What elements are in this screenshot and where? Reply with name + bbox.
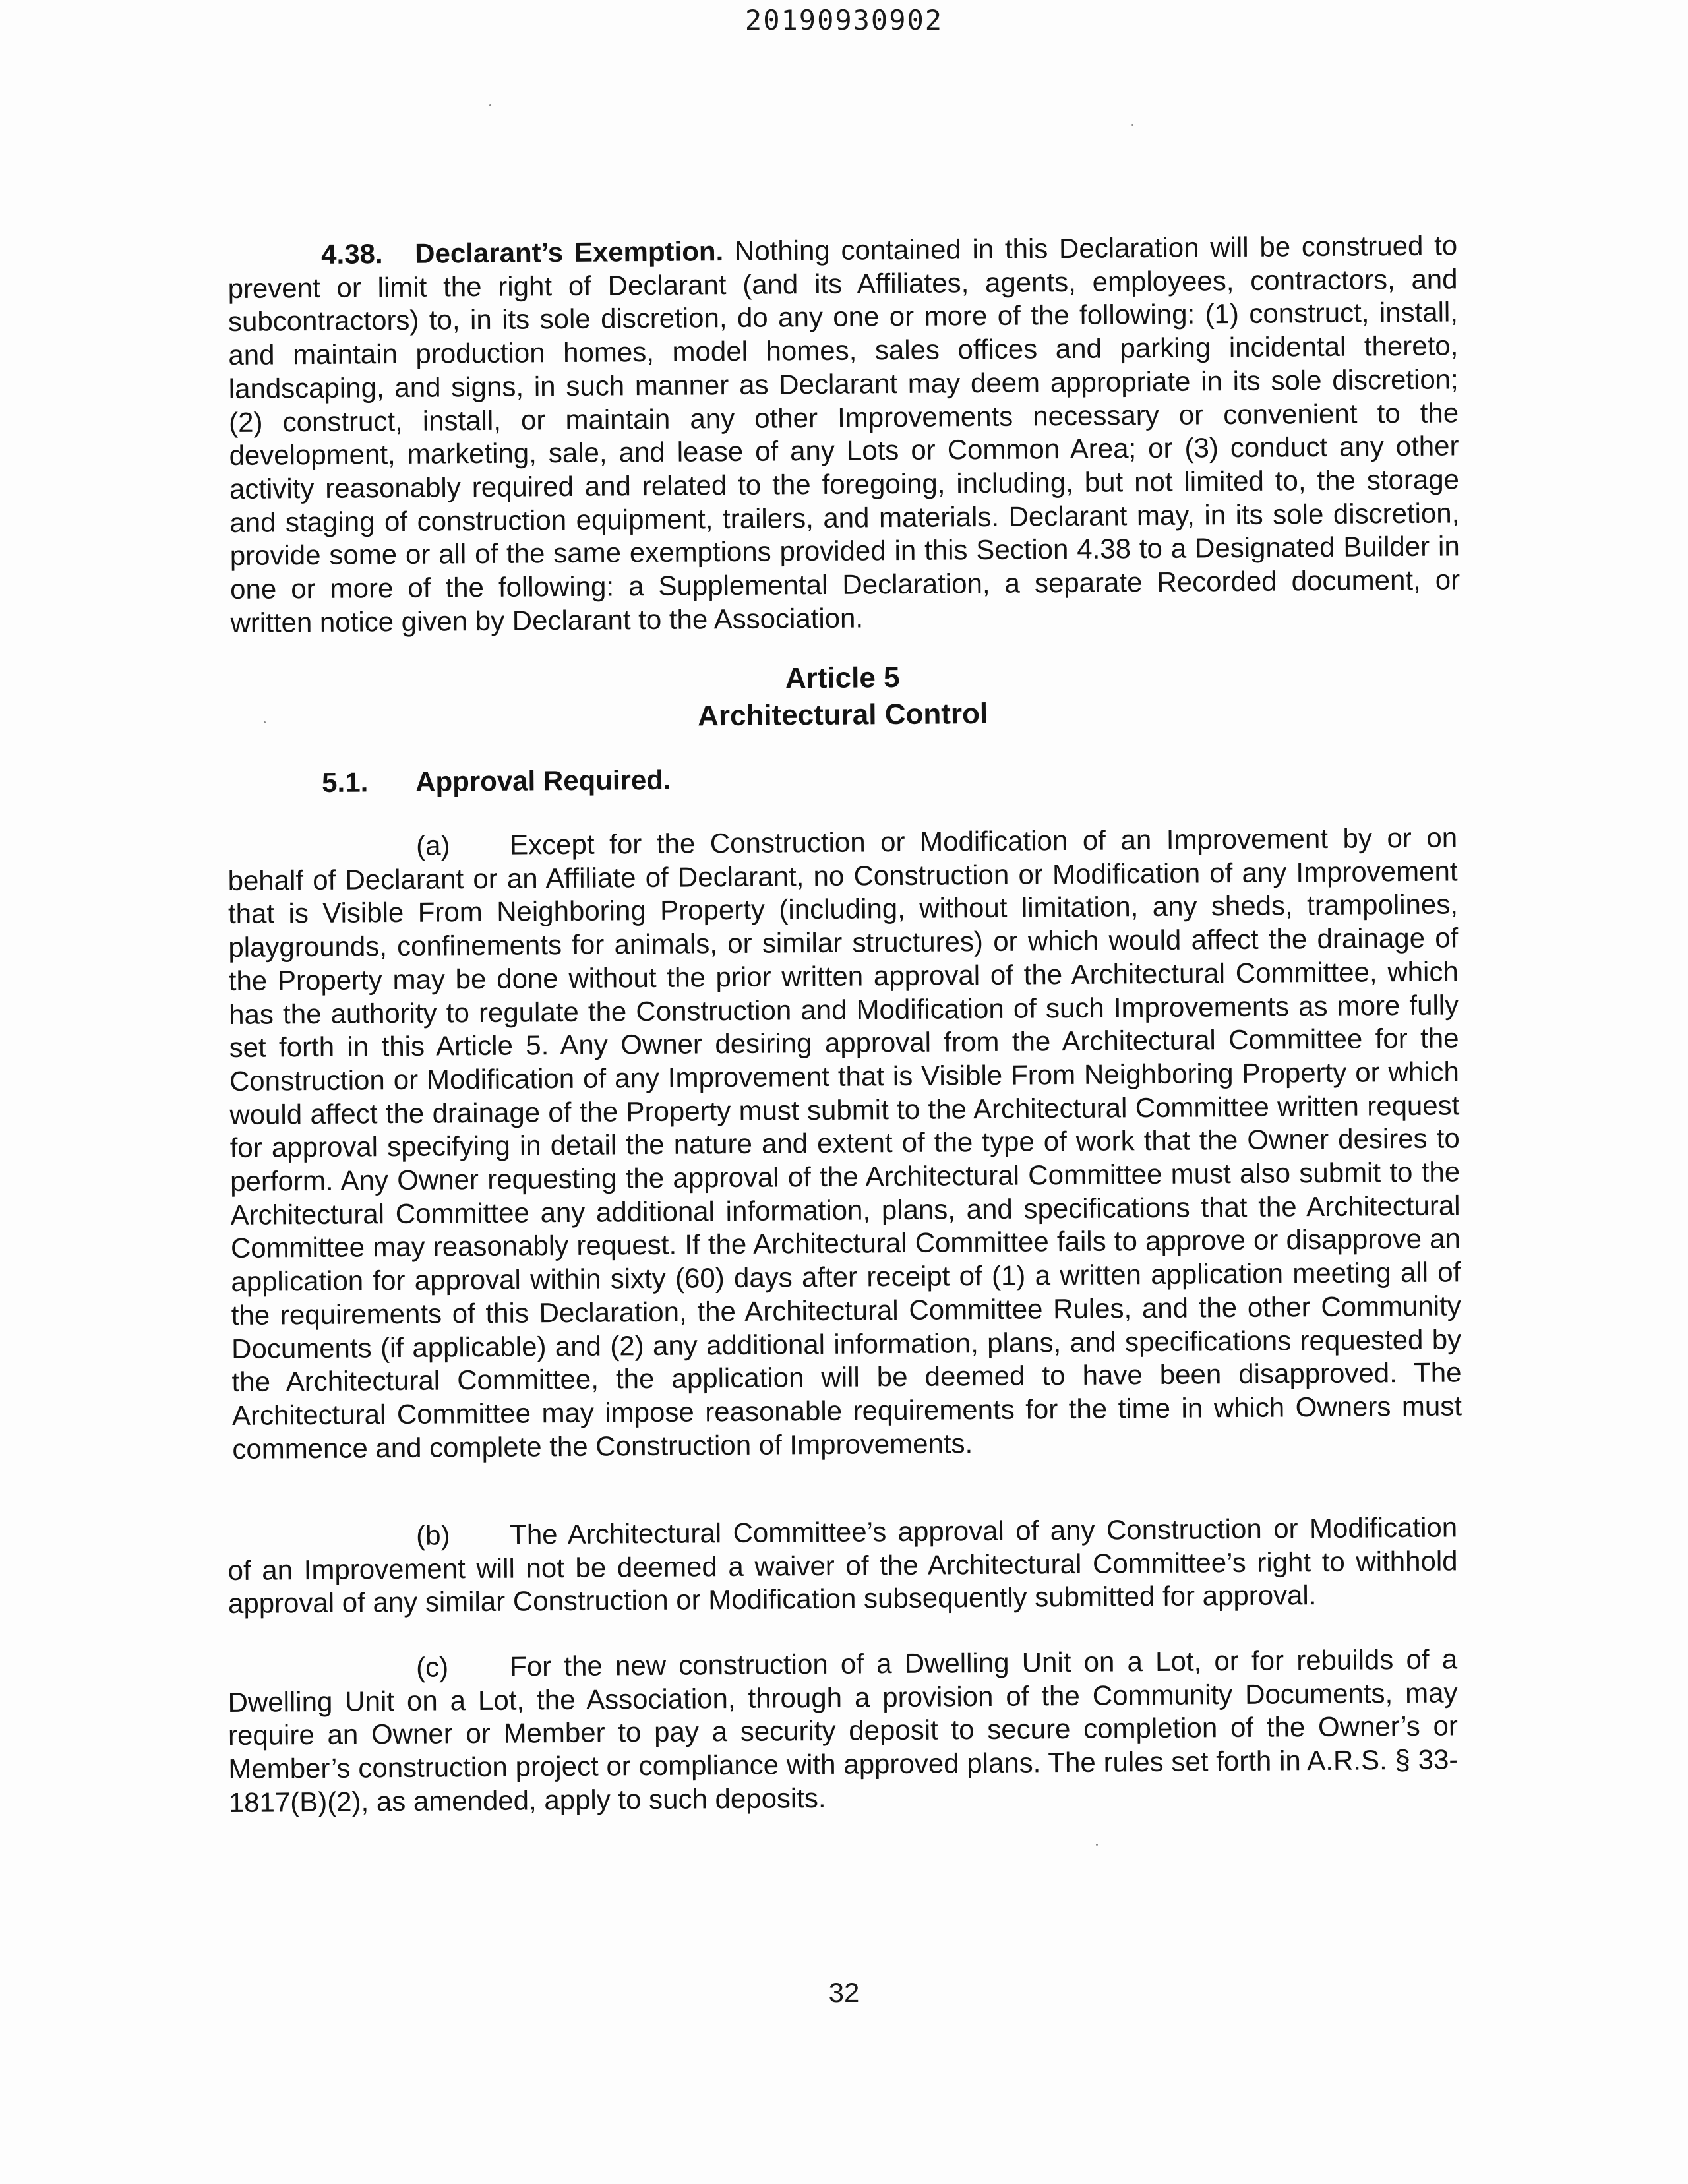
subsection-label: (a) bbox=[415, 830, 450, 861]
subsection-label: (c) bbox=[415, 1651, 449, 1683]
subsection-body: The Architectural Committee’s approval of any Construction or Modification of an Improvement will not be deemed a waiver of the Architectural Committee’s right to withhold approval of any similar Construction or Modification subsequently submitted for approval. bbox=[227, 1511, 1458, 1620]
page-number: 32 bbox=[828, 1977, 860, 2008]
section-body: Nothing contained in this Declaration will be construed to prevent or limit the right of Declarant (and its Affiliates, agents, employees, contractors, and subcontractors) to, in its sole discretion, do any one or more of the following: (1) construct, install, and maintain production homes, model homes, sales offices and parking incidental thereto, landscaping, and signs, in such manner as Declarant may deem appropriate in its sole discretion; (2) construct, install, or maintain any other Improvements necessary or convenient to the development, marketing, sale, and lease of any Lots or Common Area; or (3) conduct any other activity reasonably required and related to the foregoing, including, but not limited to, the storage and staging of construction equipment, trailers, and materials. Declarant may, in its sole discretion, provide some or all of the same exemptions provided in this Section 4.38 to a Designated Builder in one or more of the following: a Supplemental Declaration, a separate Recorded document, or written notice given by Declarant to the Association. bbox=[227, 229, 1461, 638]
section-number: 4.38. bbox=[321, 238, 383, 270]
section-4-38 bbox=[227, 229, 1461, 640]
subsection-a bbox=[227, 821, 1462, 1466]
subsection-b bbox=[227, 1511, 1458, 1621]
section-number: 5.1. bbox=[322, 766, 369, 798]
subsection-c bbox=[227, 1643, 1459, 1819]
scan-speck bbox=[1131, 124, 1133, 126]
scan-speck bbox=[489, 104, 491, 106]
recording-number: 20190930902 bbox=[744, 4, 944, 36]
subsection-body: For the new construction of a Dwelling Unit on a Lot, or for rebuilds of a Dwelling Unit on a Lot, the Association, through a provision of the Community Documents, may require an Owner or Member to pay a security deposit to secure completion of the Owner’s or Member’s construction project or compliance with approved plans. The rules set forth in A.R.S. § 33-1817(B)(2), as amended, apply to such deposits. bbox=[227, 1643, 1459, 1818]
article-number: Article 5 bbox=[785, 661, 900, 695]
subsection-body: Except for the Construction or Modification of an Improvement by or on behalf of Declarant or an Affiliate of Declarant, no Construction or Modification of any Improvement that is Visible From Neighboring Property (including, without limitation, any sheds, trampolines, playgrounds, confinements for animals, or similar structures) or which would affect the drainage of the Property may be done without the prior written approval of the Architectural Committee, which has the authority to regulate the Construction and Modification of such Improvements as more fully set forth in this Article 5. Any Owner desiring approval from the Architectural Committee for the Construction or Modification of any Improvement that is Visible From Neighboring Property or which would affect the drainage of the Property must submit to the Architectural Committee written request for approval specifying in detail the nature and extent of the type of work that the Owner desires to perform. Any Owner requesting the approval of the Architectural Committee must also submit to the Architectural Committee any additional information, plans, and specifications that the Architectural Committee may reasonably request. If the Architectural Committee fails to approve or disapprove an application for approval within sixty (60) days after receipt of (1) a written application meeting all of the requirements of this Declaration, the Architectural Committee Rules, and the other Community Documents (if applicable) and (2) any additional information, plans, and specifications requested by the Architectural Committee, the application will be deemed to have been disapproved. The Architectural Committee may impose reasonable requirements for the time in which Owners must commence and complete the Construction of Improvements. bbox=[227, 822, 1462, 1465]
section-title: Approval Required. bbox=[415, 764, 671, 797]
section-5-1-heading bbox=[322, 764, 671, 799]
article-heading bbox=[227, 655, 1458, 739]
section-title: Declarant’s Exemption. bbox=[414, 235, 724, 269]
article-title: Architectural Control bbox=[697, 697, 988, 733]
subsection-label: (b) bbox=[415, 1519, 450, 1551]
scan-speck bbox=[1096, 1844, 1098, 1846]
